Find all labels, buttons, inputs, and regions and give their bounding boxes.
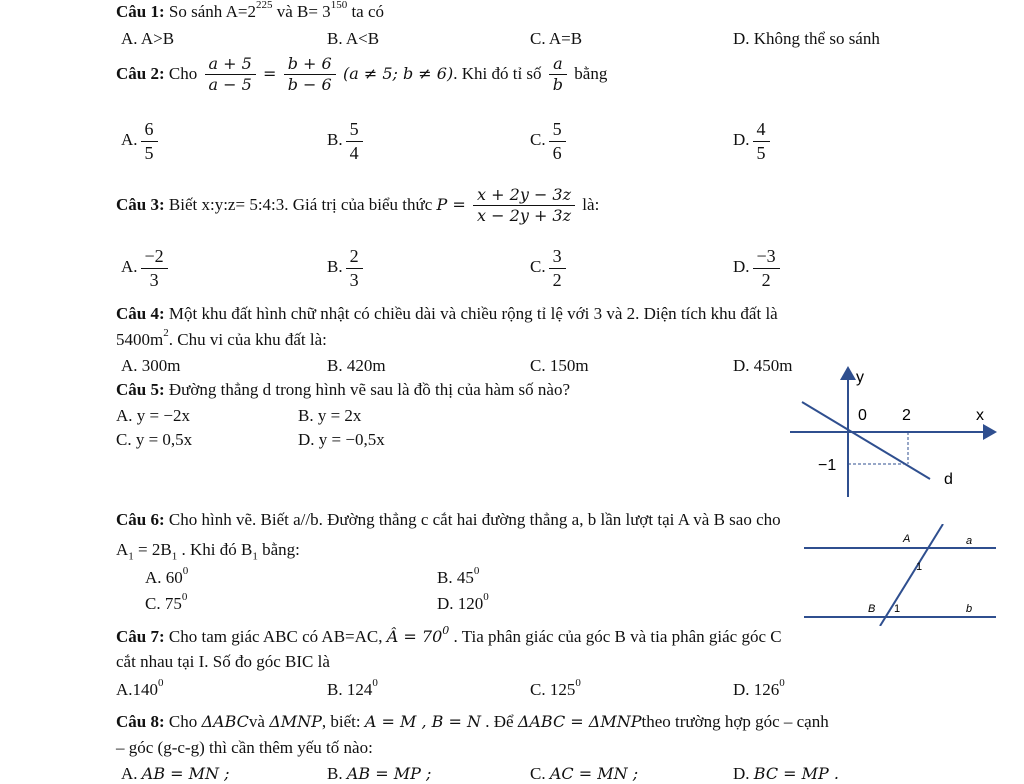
q1-exp-b: 150 [330, 0, 348, 11]
q5-option-a[interactable]: A. y = −2x [116, 406, 190, 425]
q2-equals: = [263, 63, 277, 83]
q6-label: Câu 6: [116, 510, 165, 529]
fig-label-B: B [868, 603, 876, 615]
q2-stem [116, 55, 607, 95]
graph-label-minus1: −1 [818, 457, 837, 474]
q3-post: là: [582, 194, 600, 214]
q5-text: Đường thẳng d trong hình vẽ sau là đồ thị của hàm số nào? [168, 380, 570, 399]
q1-label: Câu 1: [116, 2, 165, 21]
q6-option-d[interactable]: D. $120^0$ [437, 591, 489, 613]
q3-option-c[interactable]: C. $\frac{3}{2}$ [530, 246, 569, 290]
q4-option-a[interactable]: A. 300m [121, 356, 181, 375]
q7-line2: cắt nhau tại I. Số đo góc BIC là [116, 652, 330, 671]
q4-option-c[interactable]: C. 150m [530, 356, 589, 375]
q8-line2: – góc (g-c-g) thì cần thêm yếu tố nào: [116, 738, 373, 757]
q6-option-c[interactable]: C. $75^0$ [145, 591, 188, 613]
q3-p: P = [436, 194, 466, 214]
q8-option-d[interactable]: D. BC = MP . [733, 764, 839, 783]
q7-option-a[interactable]: A.140$^0$ [116, 677, 164, 699]
q1-exp-a: 225 [255, 0, 273, 11]
q6-text: Cho hình vẽ. Biết a//b. Đường thẳng c cắt hai đường thẳng a, b lần lượt tại A và B sao cho [168, 510, 781, 529]
graph-label-y: y [856, 369, 864, 386]
q5-graph [780, 362, 1004, 502]
q6-line1 [116, 510, 781, 530]
fig-label-angle-a1: 1 [916, 561, 923, 573]
q6-option-a[interactable]: A. $60^0$ [145, 565, 189, 587]
q7-option-d[interactable]: D. $126^0$ [733, 677, 785, 699]
graph-label-origin: 0 [858, 407, 867, 424]
graph-label-2: 2 [902, 407, 911, 424]
line-c [880, 524, 943, 626]
q2-option-a[interactable]: A. $\frac{6}{5}$ [121, 119, 161, 163]
q3-fraction: $\frac{x + 2y - 3z}{x - 2y + 3z}$ [473, 186, 575, 226]
q4-line1 [116, 304, 778, 324]
q2-option-b[interactable]: B. $\frac{5}{4}$ [327, 119, 366, 163]
q5-option-d[interactable]: D. y = −0,5x [298, 430, 385, 449]
q2-label: Câu 2: [116, 63, 165, 83]
q3-option-b[interactable]: B. $\frac{2}{3}$ [327, 246, 366, 290]
q3-option-d[interactable]: D. $\frac{-3}{2}$ [733, 246, 783, 290]
q3-stem [116, 186, 599, 226]
q2-condition: (a ≠ 5; b ≠ 6) [342, 63, 454, 83]
q4-option-d[interactable]: D. 450m [733, 356, 793, 375]
graph-label-x: x [976, 407, 984, 424]
q1-option-a[interactable]: A. A>B [121, 29, 175, 48]
q4-text: Một khu đất hình chữ nhật có chiều dài và chiều rộng tỉ lệ với 3 và 2. Diện tích khu đất là [168, 304, 778, 323]
q5-option-c[interactable]: C. y = 0,5x [116, 430, 193, 449]
q2-fraction-ratio: $\frac{a}{b}$ [549, 55, 567, 95]
q1-option-d[interactable]: D. Không thể so sánh [733, 29, 880, 48]
q8-line1: Câu 8: Cho ΔABCvà ΔMNP, biết: A = M , B = N . Để ΔABC = ΔMNPtheo trường hợp góc – cạnh [116, 712, 829, 731]
q2-option-c[interactable]: C. $\frac{5}{6}$ [530, 119, 569, 163]
q2-pre: Cho [168, 63, 198, 83]
fig-label-a: a [966, 535, 973, 547]
q2-fraction-1: $\frac{a + 5}{a - 5}$ [205, 55, 256, 95]
fig-label-A: A [903, 533, 911, 545]
q1-stem-c: ta có [347, 2, 385, 21]
q1-option-c[interactable]: C. A=B [530, 29, 583, 48]
q8-label: Câu 8: [116, 712, 165, 731]
q2-post: bằng [574, 63, 608, 83]
q7-line1: Câu 7: Cho tam giác ABC có AB=AC, Â = $70^0$ . Tia phân giác của góc B và tia phân giác góc C [116, 624, 782, 646]
q2-mid: . Khi đó tỉ số [453, 63, 542, 83]
q4-option-b[interactable]: B. 420m [327, 356, 386, 375]
q7-option-b[interactable]: B. $124^0$ [327, 677, 378, 699]
graph-label-d: d [944, 471, 953, 488]
fig-label-b: b [966, 603, 973, 615]
q6-figure [800, 524, 1000, 626]
q5-option-b[interactable]: B. y = 2x [298, 406, 362, 425]
q7-label: Câu 7: [116, 627, 165, 646]
q8-option-a[interactable]: A. AB = MN ; [121, 764, 230, 783]
q5-stem [116, 380, 570, 400]
q3-label: Câu 3: [116, 194, 165, 214]
q7-option-c[interactable]: C. $125^0$ [530, 677, 581, 699]
q1-stem-a: So sánh A=2 [168, 2, 256, 21]
q5-label: Câu 5: [116, 380, 165, 399]
q2-option-d[interactable]: D. $\frac{4}{5}$ [733, 119, 773, 163]
q4-line2: $5400m^2$. Chu vi của khu đất là: [116, 327, 327, 349]
q6-option-b[interactable]: B. $45^0$ [437, 565, 480, 587]
q1-stem-b: và B= 3 [272, 2, 331, 21]
fig-label-angle-b1: 1 [894, 603, 901, 615]
q4-label: Câu 4: [116, 304, 165, 323]
q7-angle-a: Â = $70^0$ [386, 624, 450, 646]
q3-option-a[interactable]: A. $\frac{-2}{3}$ [121, 246, 171, 290]
q8-option-b[interactable]: B. AB = MP ; [327, 764, 432, 783]
q1-option-b[interactable]: B. A<B [327, 29, 380, 48]
q3-pre: Biết x:y:z= 5:4:3. Giá trị của biểu thức [168, 194, 433, 214]
q6-line2: $A_1 = 2B_1$ . Khi đó $B_1$ bằng: [116, 540, 300, 563]
q1-stem [116, 2, 384, 22]
q2-fraction-2: $\frac{b + 6}{b - 6}$ [284, 55, 336, 95]
q8-option-c[interactable]: C. AC = MN ; [530, 764, 639, 783]
